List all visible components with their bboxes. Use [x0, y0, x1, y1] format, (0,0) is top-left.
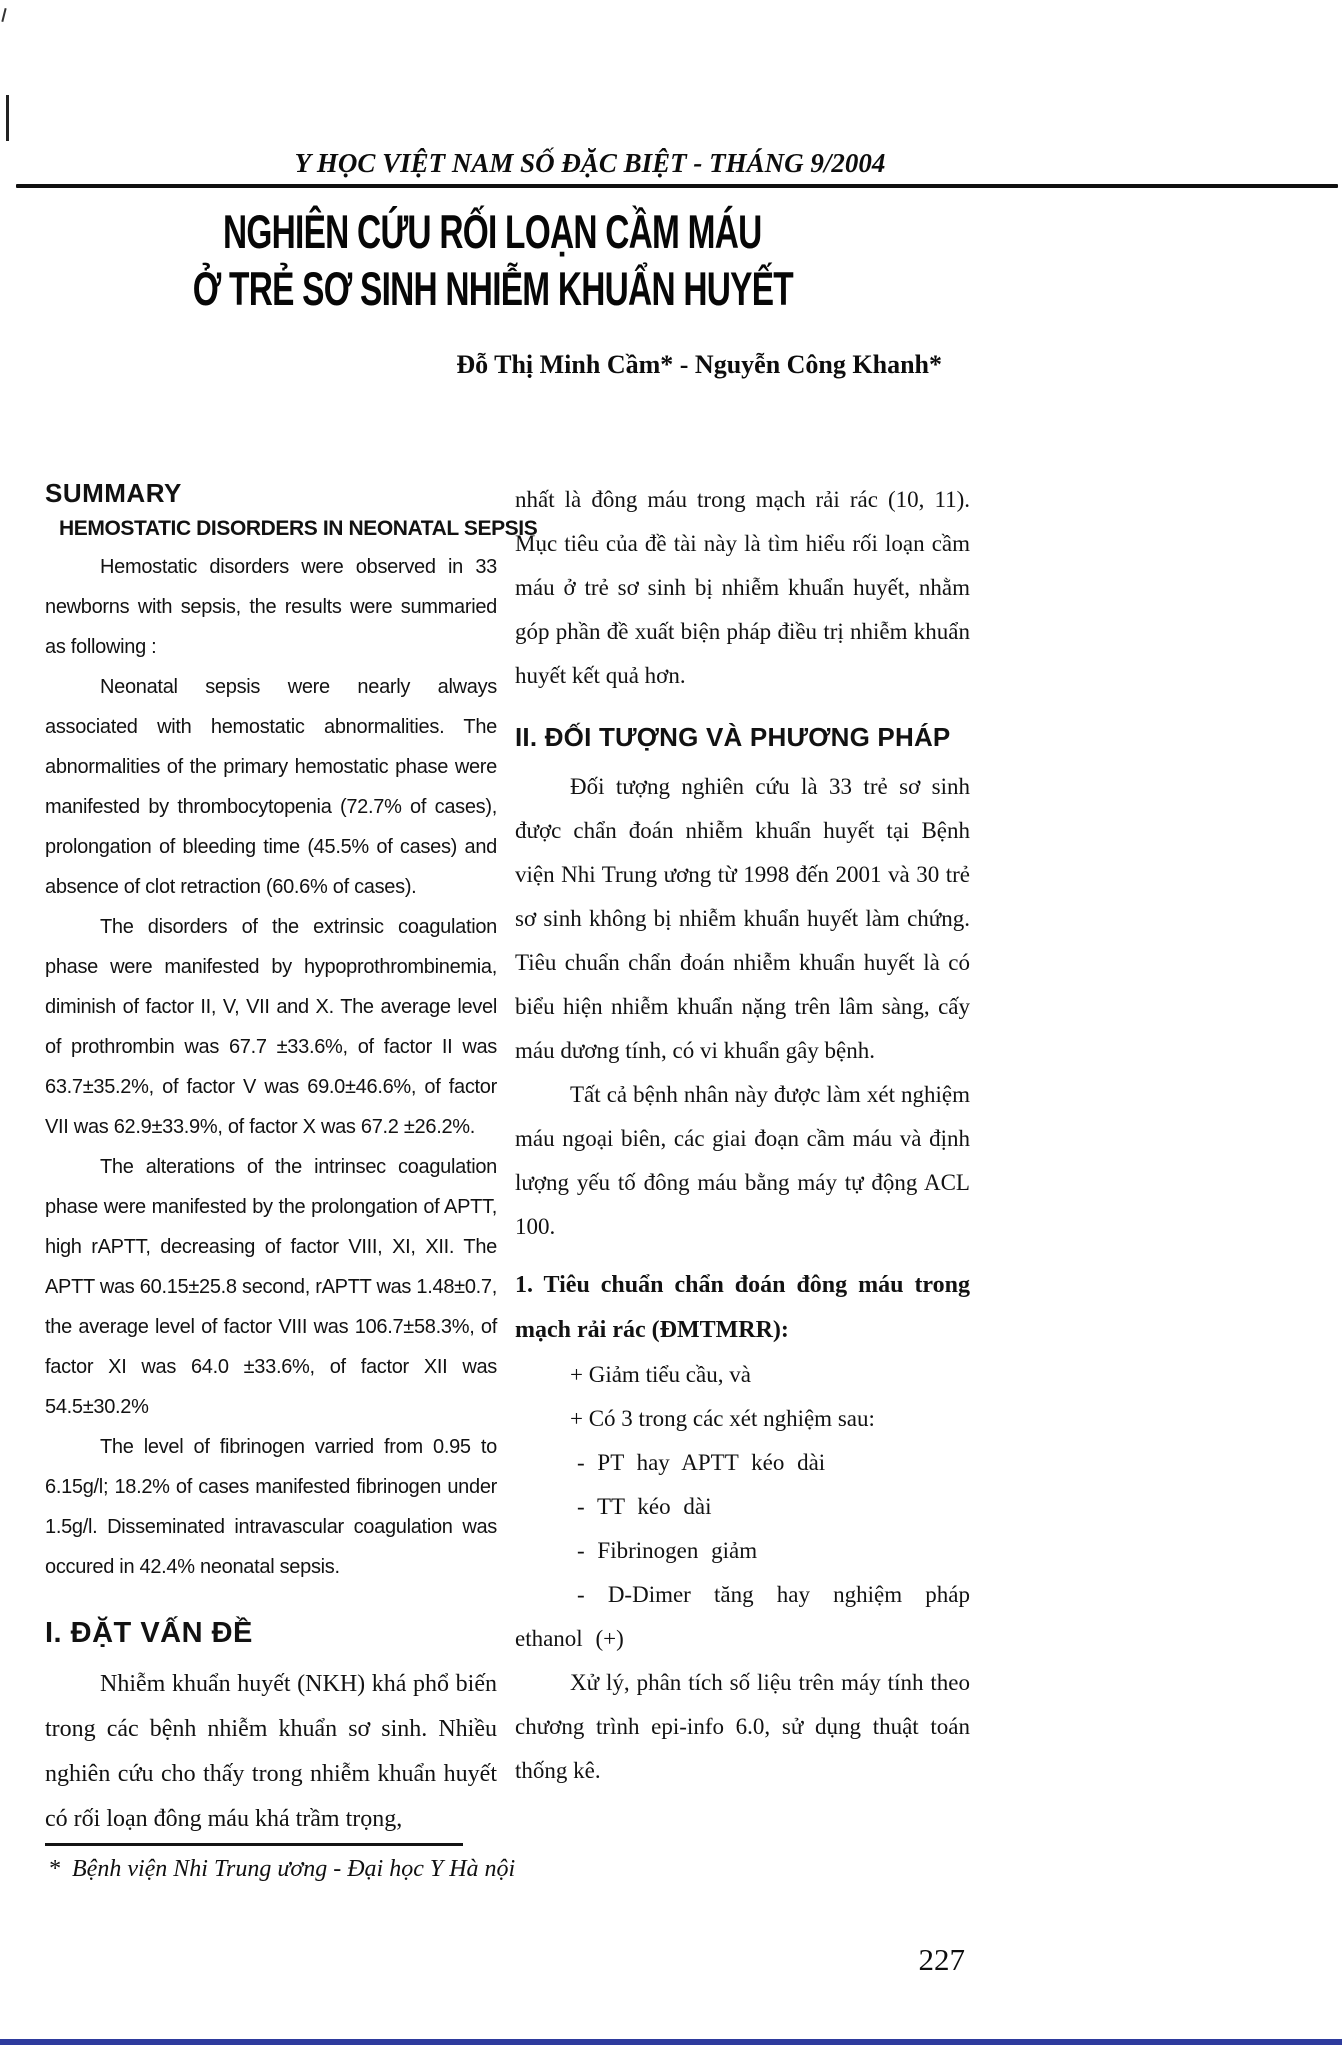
scan-artifact — [1, 8, 6, 22]
criteria-item: - PT hay APTT kéo dài — [577, 1450, 826, 1475]
footnote: * Bệnh viện Nhi Trung ương - Đại học Y Hà nội — [48, 1856, 516, 1882]
abstract-paragraph: Hemostatic disorders were observed in 33 newborns with sepsis, the results were summaried as following : — [45, 556, 497, 658]
scan-edge-bar — [0, 2039, 1342, 2045]
section-1-heading: I. ĐẶT VẤN ĐỀ — [45, 1617, 253, 1649]
article-title — [0, 204, 985, 318]
footnote-rule — [45, 1843, 463, 1846]
abstract-paragraph: The level of fibrinogen varried from 0.95 to 6.15g/l; 18.2% of cases manifested fibrinogen under 1.5g/l. Disseminated intravascular coagulation was occured in 42.4% neonatal sepsis. — [45, 1436, 497, 1578]
header-rule — [16, 184, 1338, 188]
title-line-1: NGHIÊN CỨU RỐI LOẠN CẦM MÁU — [223, 206, 762, 259]
criteria-item: - TT kéo dài — [577, 1494, 712, 1519]
continuation-paragraph: nhất là đông máu trong mạch rải rác (10, 11). Mục tiêu của đề tài này là tìm hiểu rối loạn cầm máu ở trẻ sơ sinh bị nhiễm khuẩn huyết, nhằm góp phần đề xuất biện pháp điều trị nhiễm khuẩn huyết kết quả hơn. — [515, 487, 970, 688]
authors-line: Đỗ Thị Minh Cầm* - Nguyễn Công Khanh* — [456, 350, 942, 379]
criteria-item: + Giảm tiểu cầu, và — [570, 1362, 751, 1387]
methods-paragraph: Đối tượng nghiên cứu là 33 trẻ sơ sinh được chẩn đoán nhiễm khuẩn huyết tại Bệnh viện Nhi Trung ương từ 1998 đến 2001 và 30 trẻ sơ sinh không bị nhiễm khuẩn huyết làm chứng. Tiêu chuẩn chẩn đoán nhiễm khuẩn huyết là có biểu hiện nhiễm khuẩn nặng trên lâm sàng, cấy máu dương tính, có vi khuẩn gây bệnh. — [515, 774, 970, 1063]
summary-heading: SUMMARY — [45, 478, 182, 508]
scan-artifact — [6, 95, 9, 141]
page-number: 227 — [918, 1942, 965, 1977]
two-column-body — [45, 478, 970, 1842]
section-1-paragraph: Nhiễm khuẩn huyết (NKH) khá phổ biến trong các bệnh nhiễm khuẩn sơ sinh. Nhiều nghiên cứu cho thấy trong nhiễm khuẩn huyết có rối loạn đông máu khá trầm trọng, — [45, 1671, 497, 1832]
journal-header: Y HỌC VIỆT NAM SỐ ĐẶC BIỆT - THÁNG 9/2004 — [294, 148, 886, 178]
abstract-paragraph: The alterations of the intrinsec coagulation phase were manifested by the prolongation of APTT, high rAPTT, decreasing of factor VIII, XI, XII. The APTT was 60.15±25.8 second, rAPTT was 1.48±0.7, the average level of factor VIII was 106.7±58.3%, of factor XI was 64.0 ±33.6%, of factor XII was 54.5±30.2% — [45, 1156, 497, 1418]
title-line-2: Ở TRẺ SƠ SINH NHIỄM KHUẨN HUYẾT — [192, 263, 793, 316]
criteria-item: - Fibrinogen giảm — [577, 1538, 758, 1563]
abstract-paragraph: Neonatal sepsis were nearly always associated with hemostatic abnormalities. The abnormalities of the primary hemostatic phase were manifested by thrombocytopenia (72.7% of cases), prolongation of bleeding time (45.5% of cases) and absence of clot retraction (60.6% of cases). — [45, 676, 497, 898]
methods-paragraph: Tất cả bệnh nhân này được làm xét nghiệm máu ngoại biên, các giai đoạn cầm máu và định lượng yếu tố đông máu bằng máy tự động ACL 100. — [515, 1082, 970, 1239]
criteria-item: + Có 3 trong các xét nghiệm sau: — [570, 1406, 875, 1431]
left-column — [45, 478, 538, 1842]
right-column — [515, 478, 970, 1842]
section-2-heading: II. ĐỐI TƯỢNG VÀ PHƯƠNG PHÁP — [515, 722, 951, 752]
summary-subheading: HEMOSTATIC DISORDERS IN NEONATAL SEPSIS — [59, 517, 538, 540]
criteria-heading: 1. Tiêu chuẩn chẩn đoán đông máu trong mạch rải rác (ĐMTMRR): — [515, 1272, 970, 1343]
criteria-item: - D-Dimer tăng hay nghiệm pháp ethanol (+) — [515, 1582, 970, 1651]
abstract-paragraph: The disorders of the extrinsic coagulation phase were manifested by hypoprothrombinemia, diminish of factor II, V, VII and X. The average level of prothrombin was 67.7 ±33.6%, of factor II was 63.7±35.2%, of factor V was 69.0±46.6%, of factor VII was 62.9±33.9%, of factor X was 67.2 ±26.2%. — [45, 916, 497, 1138]
closing-paragraph: Xử lý, phân tích số liệu trên máy tính theo chương trình epi-info 6.0, sử dụng thuật toán thống kê. — [515, 1670, 970, 1783]
